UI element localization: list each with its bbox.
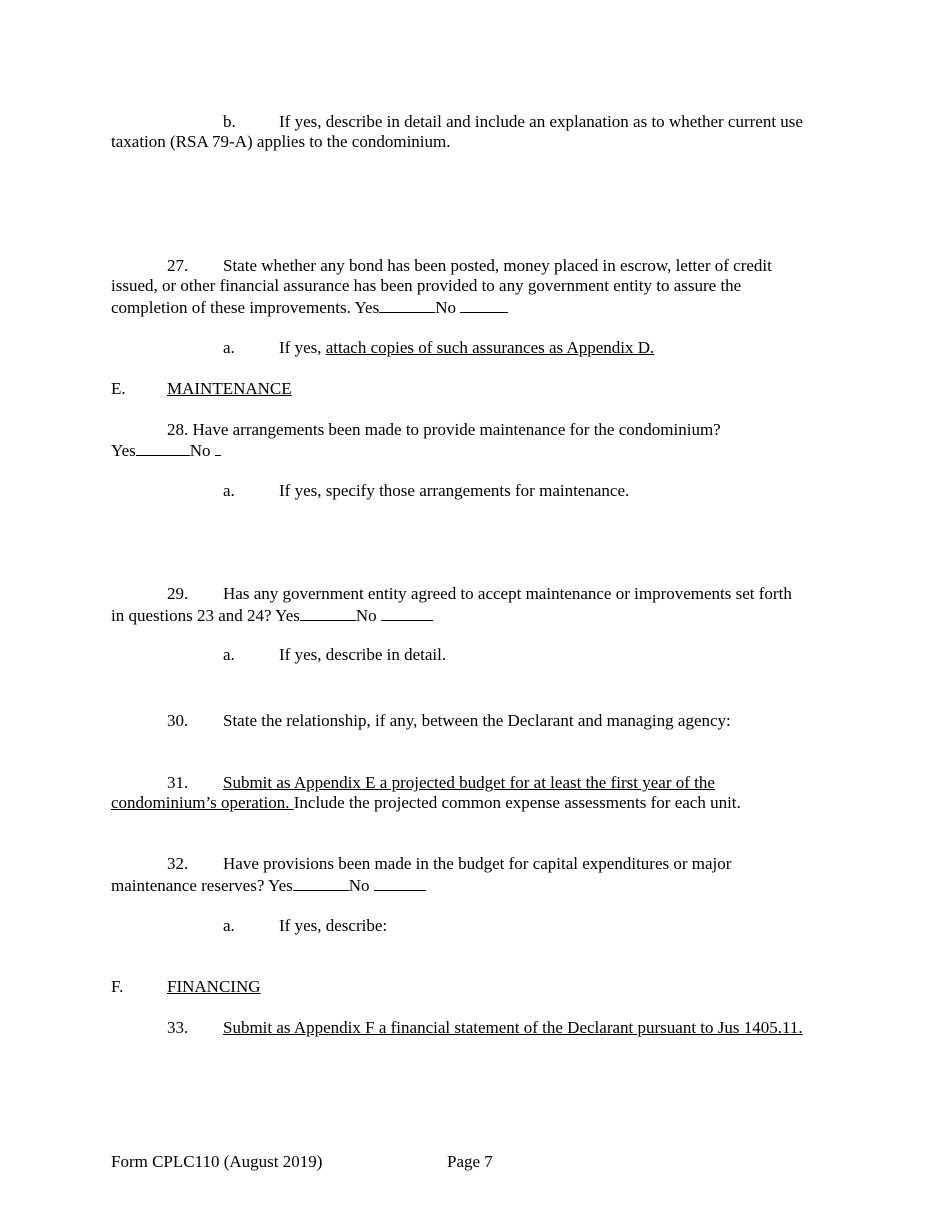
- q27-question-yes: completion of these improvements. Yes: [111, 298, 380, 317]
- q27-text-line1: State whether any bond has been posted, money placed in escrow, letter of credit: [223, 256, 772, 275]
- q28-yes-blank[interactable]: [136, 440, 190, 456]
- q32-no-blank[interactable]: [374, 875, 426, 891]
- q30-text: State the relationship, if any, between the Declarant and managing agency:: [223, 711, 731, 730]
- q28a-letter: a.: [223, 481, 235, 500]
- q26b-text-line1: If yes, describe in detail and include an explanation as to whether current use: [279, 112, 803, 131]
- section-e-letter: E.: [111, 379, 126, 398]
- q28-text: Have arrangements been made to provide maintenance for the condominium?: [192, 420, 721, 439]
- q28-yes-label: Yes: [111, 441, 136, 460]
- q27-text-line3: [111, 297, 508, 318]
- q28-line1: [167, 420, 721, 440]
- q32a-text: If yes, describe:: [279, 916, 388, 935]
- q26b-letter: b.: [223, 112, 236, 131]
- q27a-appendix-d: attach copies of such assurances as Appendix D.: [325, 338, 655, 357]
- q29-number: 29.: [167, 584, 189, 603]
- q27a-prefix: If yes,: [279, 338, 326, 357]
- q29-question-yes: in questions 23 and 24? Yes: [111, 606, 300, 625]
- q29a-text: If yes, describe in detail.: [279, 645, 447, 664]
- q29-yes-blank[interactable]: [300, 605, 356, 621]
- q32-yes-blank[interactable]: [293, 875, 349, 891]
- section-f-title: FINANCING: [167, 977, 261, 996]
- q32a-letter: a.: [223, 916, 235, 935]
- q28-no-label: No: [189, 441, 211, 460]
- q32-question-yes: maintenance reserves? Yes: [111, 876, 293, 895]
- q32-number: 32.: [167, 854, 189, 873]
- q27-no-label: No: [435, 298, 456, 317]
- q29-no-blank[interactable]: [381, 605, 433, 621]
- q31-line2-underlined: condominium’s operation.: [111, 793, 294, 812]
- q28-no-blank[interactable]: [215, 440, 221, 456]
- footer-form-id: Form CPLC110 (August 2019): [111, 1152, 323, 1171]
- q31-text-line1: Submit as Appendix E a projected budget for at least the first year of the: [223, 773, 715, 792]
- q33-text: Submit as Appendix F a financial statement of the Declarant pursuant to Jus 1405.11.: [223, 1018, 803, 1037]
- q27-no-blank[interactable]: [460, 297, 508, 313]
- section-e-title: MAINTENANCE: [167, 379, 292, 398]
- footer-page-number: Page 7: [447, 1152, 493, 1171]
- q27a-letter: a.: [223, 338, 235, 357]
- q29a-letter: a.: [223, 645, 235, 664]
- q26b-text-line2: taxation (RSA 79-A) applies to the condominium.: [111, 132, 451, 151]
- q28a-text: If yes, specify those arrangements for maintenance.: [279, 481, 630, 500]
- q29-text-line2: [111, 605, 433, 626]
- q33-number: 33.: [167, 1018, 189, 1037]
- q27a-text: [279, 338, 654, 358]
- q28-line2: [111, 440, 221, 461]
- q27-text-line2: issued, or other financial assurance has been provided to any government entity to assure the: [111, 276, 742, 295]
- q29-no-label: No: [355, 606, 377, 625]
- q29-text-line1: Has any government entity agreed to accept maintenance or improvements set forth: [223, 584, 792, 603]
- q32-no-label: No: [348, 876, 370, 895]
- q27-number: 27.: [167, 256, 189, 275]
- q30-number: 30.: [167, 711, 189, 730]
- q31-text-line2: [111, 793, 741, 813]
- section-f-letter: F.: [111, 977, 124, 996]
- q31-line2-rest: Include the projected common expense assessments for each unit.: [293, 793, 741, 812]
- q28-number: 28.: [167, 420, 189, 439]
- q32-text-line1: Have provisions been made in the budget for capital expenditures or major: [223, 854, 732, 873]
- q31-number: 31.: [167, 773, 189, 792]
- q32-text-line2: [111, 875, 426, 896]
- q27-yes-blank[interactable]: [379, 297, 435, 313]
